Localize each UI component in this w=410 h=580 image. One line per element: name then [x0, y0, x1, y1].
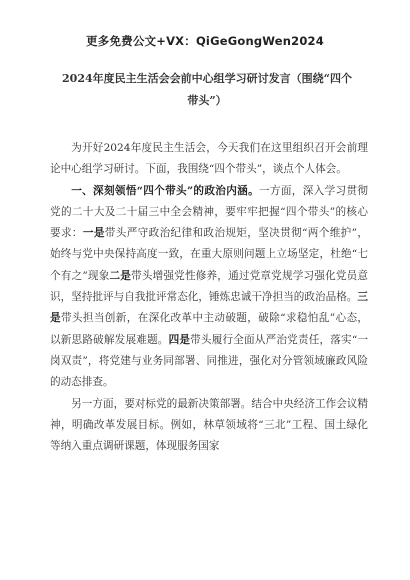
point-four-label: 四是 — [168, 333, 191, 346]
point-two-label: 二是 — [109, 269, 132, 282]
point-three-text: 带头担当创新，在深化改革中主动破题，破除“求稳怕乱”心态，以新思路破解发展难题。 — [50, 312, 368, 346]
point-three-label: 三是 — [50, 291, 368, 325]
section-one-lead: 一方面，深入学习贯彻党的二十大及二十届三中全会精神，要牢牢把握“四个带头”的核心要求： — [50, 184, 368, 240]
point-two-text: 带头增强党性修养，通过党章党规学习强化党员意识，坚持批评与自我批评常态化，锤炼忠诚干净担当的政治品格。 — [50, 269, 369, 304]
another-aspect-paragraph: 另一方面，要对标党的最新决策部署。结合中央经济工作会议精神，明确改革发展目标。例如，林草领域将“三北”工程、国土绿化等纳入重点调研课题，体现服务国家 — [50, 397, 368, 453]
section-one-paragraph — [50, 181, 368, 394]
point-four-text: 带头履行全面从严治党责任，落实“一岗双责”，将党建与业务同部署、同推进，强化对分管领域廉政风险的动态排查。 — [50, 333, 369, 389]
document-title: 2024年度民主生活会会前中心组学习研讨发言（围绕“四个带头”） — [62, 72, 352, 107]
section-one-heading: 一、深刻领悟“四个带头”的政治内涵。 — [71, 184, 259, 197]
watermark-header: 更多免费公文+VX：QiGeGongWen2024 — [86, 34, 324, 48]
intro-paragraph: 为开好2024年度民主生活会，今天我们在这里组织召开会前理论中心组学习研讨。下面，我围绕“四个带头”，谈点个人体会。 — [50, 142, 368, 176]
point-one-text: 带头严守政治纪律和政治规矩，坚决贯彻“两个维护”，始终与党中央保持高度一致，在重大原则问题上立场坚定，杜绝“七个有之”现象 — [50, 227, 368, 282]
point-one-label: 一是 — [82, 227, 105, 240]
document-body — [50, 138, 368, 457]
